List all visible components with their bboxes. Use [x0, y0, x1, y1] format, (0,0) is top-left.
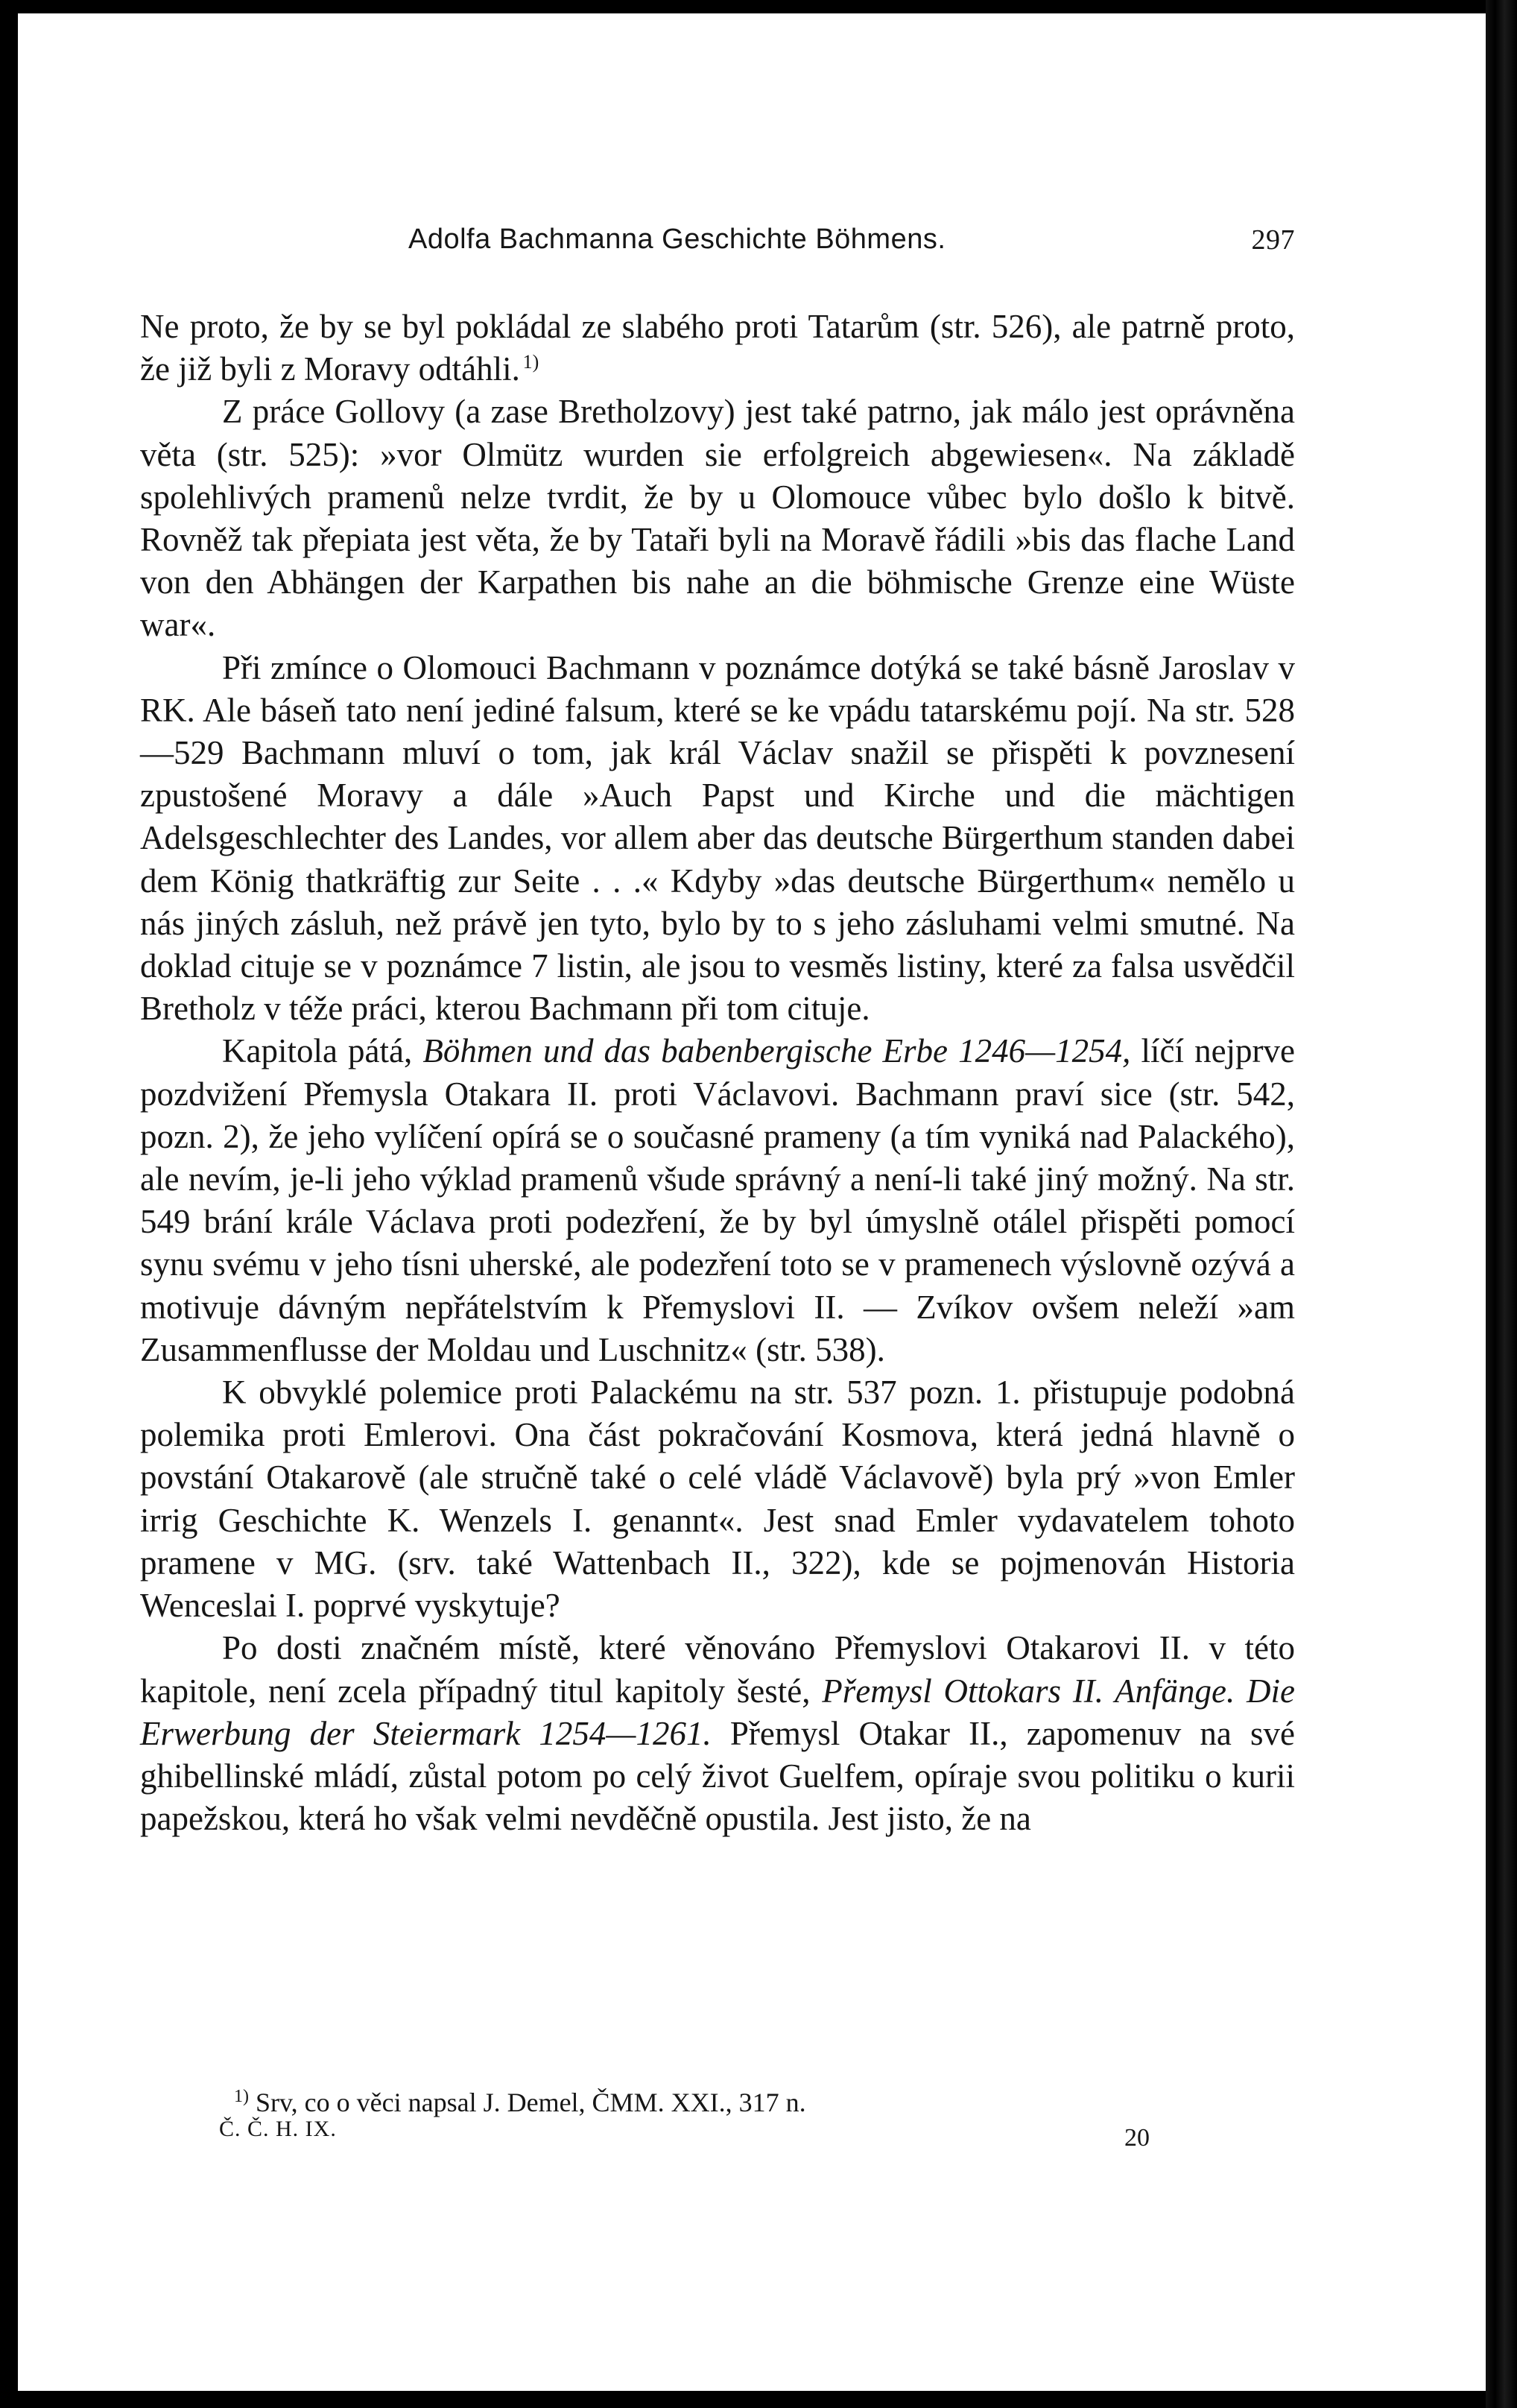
footnote-marker: 1) [234, 2087, 249, 2106]
sheet-number: 20 [1124, 2124, 1150, 2152]
paragraph-4: Kapitola pátá, Böhmen und das babenbergische Erbe 1246—1254, líčí nejprve pozdvižení Přemysla Otakara II. proti Václavovi. Bachmann praví sice (str. 542, pozn. 2), že jeho vylíčení opírá se o současné prameny (a tím vyniká nad Palackého), ale nevím, je-li jeho výklad pramenů všude správný a není-li také jiný možný. Na str. 549 brání krále Václava proti podezření, že by byl úmyslně otálel přispěti pomocí synu svému v jeho tísni uherské, ale podezření toto se v pramenech výslovně ozývá a motivuje dávným nepřátelstvím k Přemyslovi II. — Zvíkov ovšem neleží »am Zusammenflusse der Moldau und Luschnitz« (str. 538). [140, 1032, 1296, 1368]
paragraph-3: Při zmínce o Olomouci Bachmann v poznámce dotýká se také básně Jaroslav v RK. Ale báseň tato není jediné falsum, které se ke vpádu tatarskému pojí. Na str. 528—529 Bachmann mluví o tom, jak král Václav snažil se přispěti k povznesení zpustošené Moravy a dále »Auch Papst und Kirche und die mächtigen Adelsgeschlechter des Landes, vor allem aber das deutsche Bürgerthum standen dabei dem König thatkräftig zur Seite . . .« Kdyby »das deutsche Bürgerthum« nemělo u nás jiných zásluh, než právě jen tyto, bylo by to s jeho zásluhami velmi smutné. Na doklad cituje se v poznámce 7 listin, ale jsou to vesměs listiny, které za falsa usvědčil Bretholz v téže práci, kterou Bachmann při tom cituje. [140, 648, 1295, 1028]
scan-edge [1486, 0, 1517, 2408]
footnote [234, 2076, 1091, 2123]
printer-signature: Č. Č. H. IX. [219, 2117, 337, 2141]
page-header [408, 224, 1295, 268]
paragraph-6: Po dosti značném místě, které věnováno Přemyslovi Otakarovi II. v této kapitole, není zcela případný titul kapitoly šesté, Přemysl Ottokars II. Anfänge. Die Erwerbung der Steiermark 1254—1261. Přemysl Otakar II., zapomenuv na své ghibellinské mládí, zůstal potom po celý život Guelfem, opíraje svou politiku o kurii papežskou, která ho však velmi nevděčně opustila. Jest jisto, že na [140, 1629, 1295, 1838]
page-number: 297 [1251, 224, 1295, 256]
paragraph-2: Z práce Gollovy (a zase Bretholzovy) jest také patrno, jak málo jest oprávněna věta (str. 525): »vor Olmütz wurden sie erfolgreich abgewiesen«. Na základě spolehlivých pramenů nelze tvrdit, že by u Olomouce vůbec bylo došlo k bitvě. Rovněž tak přepiata jest věta, že by Tataři byli na Moravě řádili »bis das flache Land von den Abhängen der Karpathen bis nahe an die böhmische Grenze eine Wüste war«. [140, 393, 1295, 644]
book-page [18, 13, 1486, 2391]
body-text [140, 306, 1295, 1840]
chapter-title-six: Přemysl Ottokars II. Anfänge. Die Erwerbung der Steiermark 1254—1261. [140, 1672, 1295, 1752]
paragraph-5: K obvyklé polemice proti Palackému na str. 537 pozn. 1. přistupuje podobná polemika proti Emlerovi. Ona část pokračování Kosmova, která jedná hlavně o povstání Otakarově (ale stručně také o celé vládě Václavově) byla prý »von Emler irrig Geschichte K. Wenzels I. genannt«. Jest snad Emler vydavatelem tohoto pramene v MG. (srv. také Wattenbach II., 322), kde se pojmenován Historia Wenceslai I. poprvé vyskytuje? [140, 1374, 1295, 1625]
footnote-reference: 1) [522, 351, 539, 373]
footnote-text: Srv, co o věci napsal J. Demel, ČMM. XXI., 317 n. [249, 2088, 806, 2117]
paragraph-1: Ne proto, že by se byl pokládal ze slabého proti Tatarům (str. 526), ale patrně proto, že již byli z Moravy odtáhli. $^{1)}$ [140, 308, 1295, 388]
running-head: Adolfa Bachmanna Geschichte Böhmens. [408, 224, 946, 255]
chapter-title-five: Böhmen und das babenbergische Erbe 1246—1254, [422, 1032, 1131, 1070]
